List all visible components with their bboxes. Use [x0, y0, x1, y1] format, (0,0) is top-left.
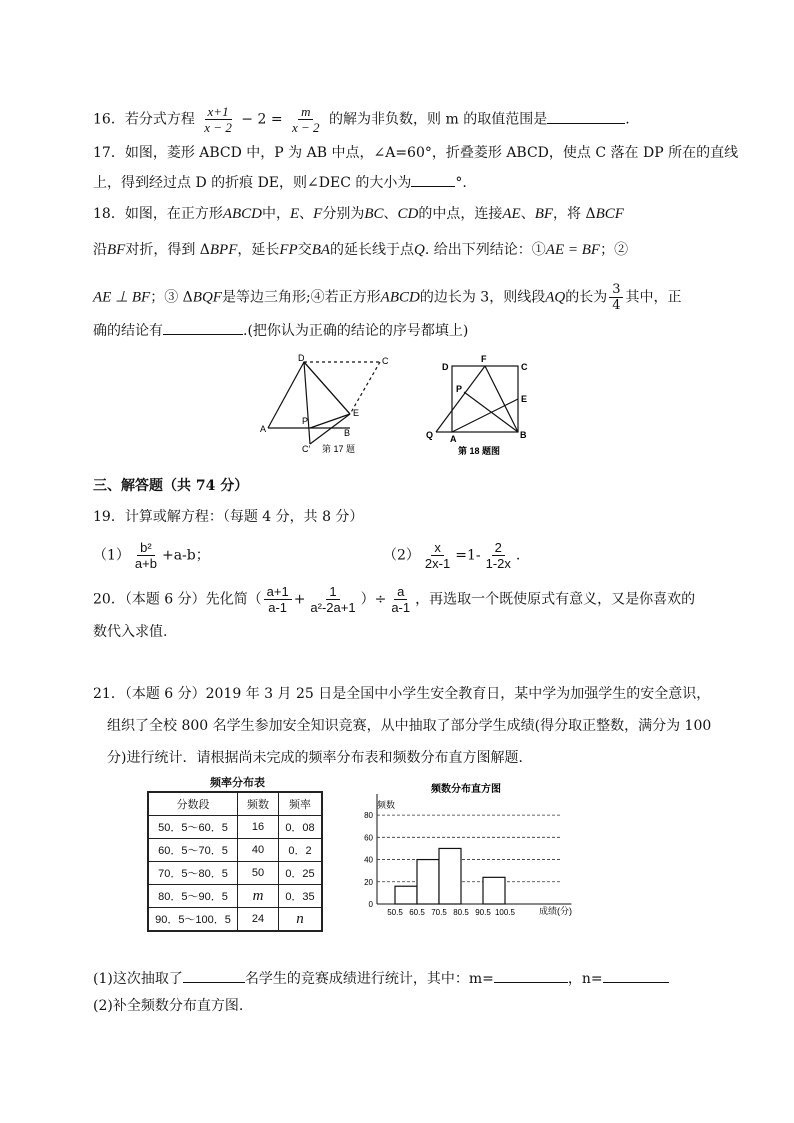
- table-row: 70．5～80．5 50 0．25: [148, 862, 322, 885]
- label-b: B: [520, 430, 527, 440]
- x-tick-label: 90.5: [475, 908, 491, 917]
- question-20-line2: 数代入求值.: [93, 624, 168, 640]
- label-e: E: [353, 408, 360, 418]
- figure-18-caption: 第 18 题图: [458, 446, 501, 456]
- label-p: P: [456, 384, 463, 394]
- table-row: 60．5～70．5 40 0．2: [148, 839, 322, 862]
- label-c-prime: C′: [302, 444, 311, 454]
- question-19-part1: （1） $\frac{\text{b²}}{a+b}$ +a-b；: [93, 540, 210, 571]
- histogram-bar: [395, 886, 417, 904]
- label-d: D: [442, 362, 449, 372]
- answer-part2: (2)补全频数分布直方图.: [93, 998, 244, 1014]
- table-row: 50．5～60．5 16 0．08: [148, 816, 322, 839]
- answer-part1: (1)这次抽取了 名学生的竞赛成绩进行统计，其中：m= ，n=: [93, 968, 669, 989]
- x-tick-label: 50.5: [387, 908, 403, 917]
- histogram-bar: [417, 860, 439, 904]
- label-f: F: [481, 354, 487, 364]
- label-d: D: [298, 353, 305, 363]
- question-21-line1: 21．（本题 6 分）2019 年 3 月 25 日是全国中小学生安全教育日，某中学为加强学生的安全意识，: [93, 686, 711, 702]
- label-a: A: [450, 434, 457, 444]
- y-tick-label: 20: [364, 877, 373, 887]
- table-header-row: [148, 792, 322, 816]
- fraction-x-plus-1: $\frac{x+1}{x - 2}$: [204, 104, 232, 135]
- question-19-title: 19．计算或解方程：（每题 4 分，共 8 分）: [93, 509, 364, 525]
- answer-blank-m[interactable]: [494, 968, 568, 983]
- x-axis-label: 成绩(分): [539, 906, 572, 916]
- answer-blank-n[interactable]: [603, 968, 669, 983]
- y-tick-label: 60: [364, 833, 373, 843]
- question-21-line2: 组织了全校 800 名学生参加安全知识竞赛，从中抽取了部分学生成绩(得分取正整数，满分为 100: [107, 718, 712, 734]
- table-header: 分数段: [148, 792, 238, 816]
- answer-blank-sample-size[interactable]: [183, 968, 245, 983]
- y-tick-label: 40: [364, 855, 373, 865]
- table-row: 80．5～90．5 m 0．35: [148, 885, 322, 908]
- label-e: E: [521, 394, 528, 404]
- section-3-heading: 三、解答题（共 74 分）: [93, 478, 249, 494]
- x-tick-label: 80.5: [453, 908, 469, 917]
- figure-17-caption: 第 17 题: [322, 444, 356, 454]
- frequency-histogram: [355, 780, 595, 930]
- label-c: C: [382, 356, 389, 366]
- label-c: C: [521, 362, 528, 372]
- y-axis-label: 频数: [377, 800, 396, 810]
- question-21-line3: 分)进行统计．请根据尚未完成的频率分布表和频数分布直方图解题．: [107, 750, 533, 766]
- x-tick-label: 100.5: [494, 908, 516, 917]
- table-header: 频率: [279, 792, 323, 816]
- question-17-line1: 17．如图，菱形 ABCD 中，P 为 AB 中点，∠A=60°，折叠菱形 ABCD，使点 C 落在 DP 所在的直线: [93, 145, 739, 161]
- answer-blank-17[interactable]: [411, 172, 455, 187]
- question-17-line2: 上，得到经过点 D 的折痕 DE，则∠DEC 的大小为 °.: [93, 172, 467, 193]
- table-title: 频率分布表: [210, 777, 265, 789]
- label-p: P: [302, 416, 309, 426]
- answer-blank-18[interactable]: [163, 320, 243, 335]
- x-tick-label: 60.5: [409, 908, 425, 917]
- histogram-bar: [439, 848, 461, 904]
- histogram-bar: [483, 877, 505, 904]
- answer-blank-16[interactable]: [547, 109, 625, 124]
- y-tick-label: 80: [364, 811, 373, 821]
- figure-17: [258, 352, 394, 458]
- fraction-m: $\frac{m}{x - 2}$: [292, 104, 320, 135]
- table-row: 90．5～100．5 24 n: [148, 908, 322, 932]
- y-tick-label: 0: [368, 900, 373, 909]
- question-16: 16．若分式方程 $\frac{x+1}{x - 2}$ − 2 = $\frac{m}{x - 2}$ 的解为非负数，则 m 的取值范围是 .: [93, 104, 630, 135]
- question-20-line1: 20．（本题 6 分）先化简（ $\frac{a+1}{a-1}$ + $\frac{1}{\text{a²-2a+1}}$ ）÷ $\frac{a}{a-1}$ ，再选取一个既使原式有意义，又是你喜欢的: [93, 584, 696, 615]
- question-18-line1: 18．如图，在正方形ABCD中，E、F分别为BC、CD的中点，连接AE、BF，将 ΔBCF: [93, 206, 624, 222]
- question-18-line4: 确的结论有 .(把你认为正确的结论的序号都填上): [93, 320, 468, 341]
- x-tick-label: 70.5: [431, 908, 447, 917]
- figure-18: [422, 352, 534, 458]
- chart-title: 频数分布直方图: [431, 784, 501, 795]
- label-q: Q: [426, 430, 434, 440]
- question-19-part2: （2） $\frac{x}{2x-1}$ =1- $\frac{2}{1-2x}$ .: [383, 540, 521, 571]
- question-18-line3: AE ⊥ BF；③ ΔBQF是等边三角形;④若正方形ABCD的边长为 3，则线段AQ的长为 $\frac{3}{4}$ 其中，正: [93, 282, 682, 313]
- fraction-three-quarters: $\frac{3}{4}$: [609, 282, 623, 313]
- frequency-table: [147, 791, 323, 932]
- label-a: A: [260, 424, 267, 434]
- table-header: 频数: [238, 792, 279, 816]
- question-18-line2: 沿BF对折，得到 ΔBPF，延长FP交BA的延长线于点Q. 给出下列结论：①AE = BF；②: [93, 242, 629, 258]
- label-b: B: [344, 428, 351, 438]
